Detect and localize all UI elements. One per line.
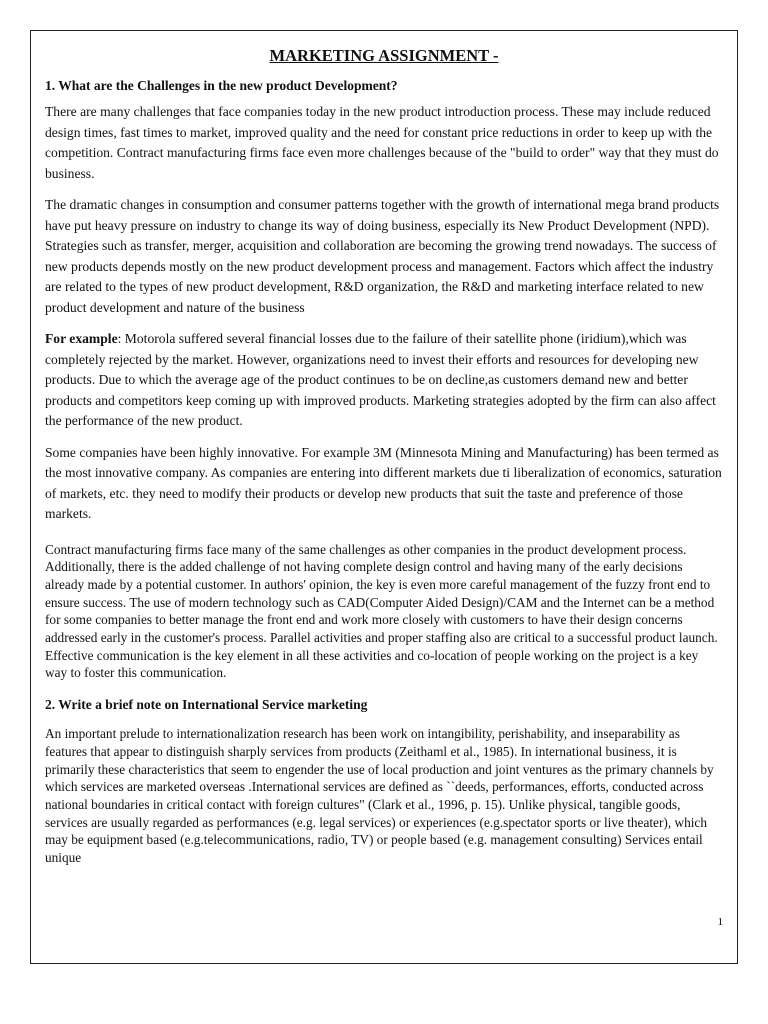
question-2-heading: 2. Write a brief note on International Service marketing xyxy=(45,697,368,713)
page-number: 1 xyxy=(717,916,723,928)
q1-paragraph-2: The dramatic changes in consumption and consumer patterns together with the growth of international mega brand products have put heavy pressure on industry to change its way of doing business, especially its New Product Development (NPD). Strategies such as transfer, merger, acquisition and collaboration are becoming the growing trend nowadays. The success of new products depends mostly on the new product development process and management. Factors which affect the industry are related to the types of new product development, R&D organization, the R&D and marketing interface related to new product development and nature of the business xyxy=(45,197,720,315)
document-page xyxy=(30,30,738,964)
for-example-label: For example xyxy=(45,331,118,346)
q1-paragraph-4: Some companies have been highly innovative. For example 3M (Minnesota Mining and Manufacturing) has been termed as the most innovative company. As companies are entering into different markets due ti liberalization of economics, saturation of markets, etc. they need to modify their products or develop new products that suit the taste and preference of those markets. xyxy=(45,444,722,521)
document-title: MARKETING ASSIGNMENT - xyxy=(269,46,499,65)
for-example-text: : Motorola suffered several financial losses due to the failure of their satellite phone (iridium),which was completely rejected by the market. However, organizations need to invest their efforts and resources for developing new products. Due to which the average age of the product continues to be on decline,as customers demand new and better products and competitors keep coming up with improved products. Marketing strategies adopted by the firm can also affect the performance of the new product. xyxy=(45,331,716,428)
q1-paragraph-1: There are many challenges that face companies today in the new product introduction process. These may include reduced design times, fast times to market, improved quality and the need for constant price reductions in order to keep up with the competition. Contract manufacturing firms face even more challenges because of the "build to order" way that they must do business. xyxy=(45,104,719,181)
page-content xyxy=(45,45,723,867)
q2-paragraph-1: An important prelude to internationalization research has been work on intangibility, perishability, and inseparability as features that appear to distinguish sharply services from products (Zeithaml et al., 1985). In international business, it is primarily these characteristics that seem to engender the use of local production and joint ventures as the primary channels by which services are marketed overseas .International services are defined as ``deeds, performances, efforts, conducted across national boundaries in critical contact with foreign cultures" (Clark et al., 1996, p. 15). Unlike physical, tangible goods, services are usually regarded as performances (e.g. legal services) or experiences (e.g.spectator sports or live theater), which may be equipment based (e.g.telecommunications, radio, TV) or people based (e.g. management consulting) Services entail unique xyxy=(45,726,714,866)
q1-paragraph-5: Contract manufacturing firms face many of the same challenges as other companies in the product development process. Additionally, there is the added challenge of not having complete design control and having many of the early decisions already made by a potential customer. In authors' opinion, the key is even more careful management of the fuzzy front end to ensure success. The use of modern technology such as CAD(Computer Aided Design)/CAM and the Internet can be a method for some companies to better manage the front end and work more closely with customers to have their design concerns addressed early in the customer's process. Parallel activities and proper staffing also are critical to a successful product launch. Effective communication is the key element in all these activities and co-location of people working on the project is a key way to foster this communication. xyxy=(45,541,718,681)
question-1-heading: 1. What are the Challenges in the new product Development? xyxy=(45,78,398,93)
q1-paragraph-3 xyxy=(45,329,723,432)
